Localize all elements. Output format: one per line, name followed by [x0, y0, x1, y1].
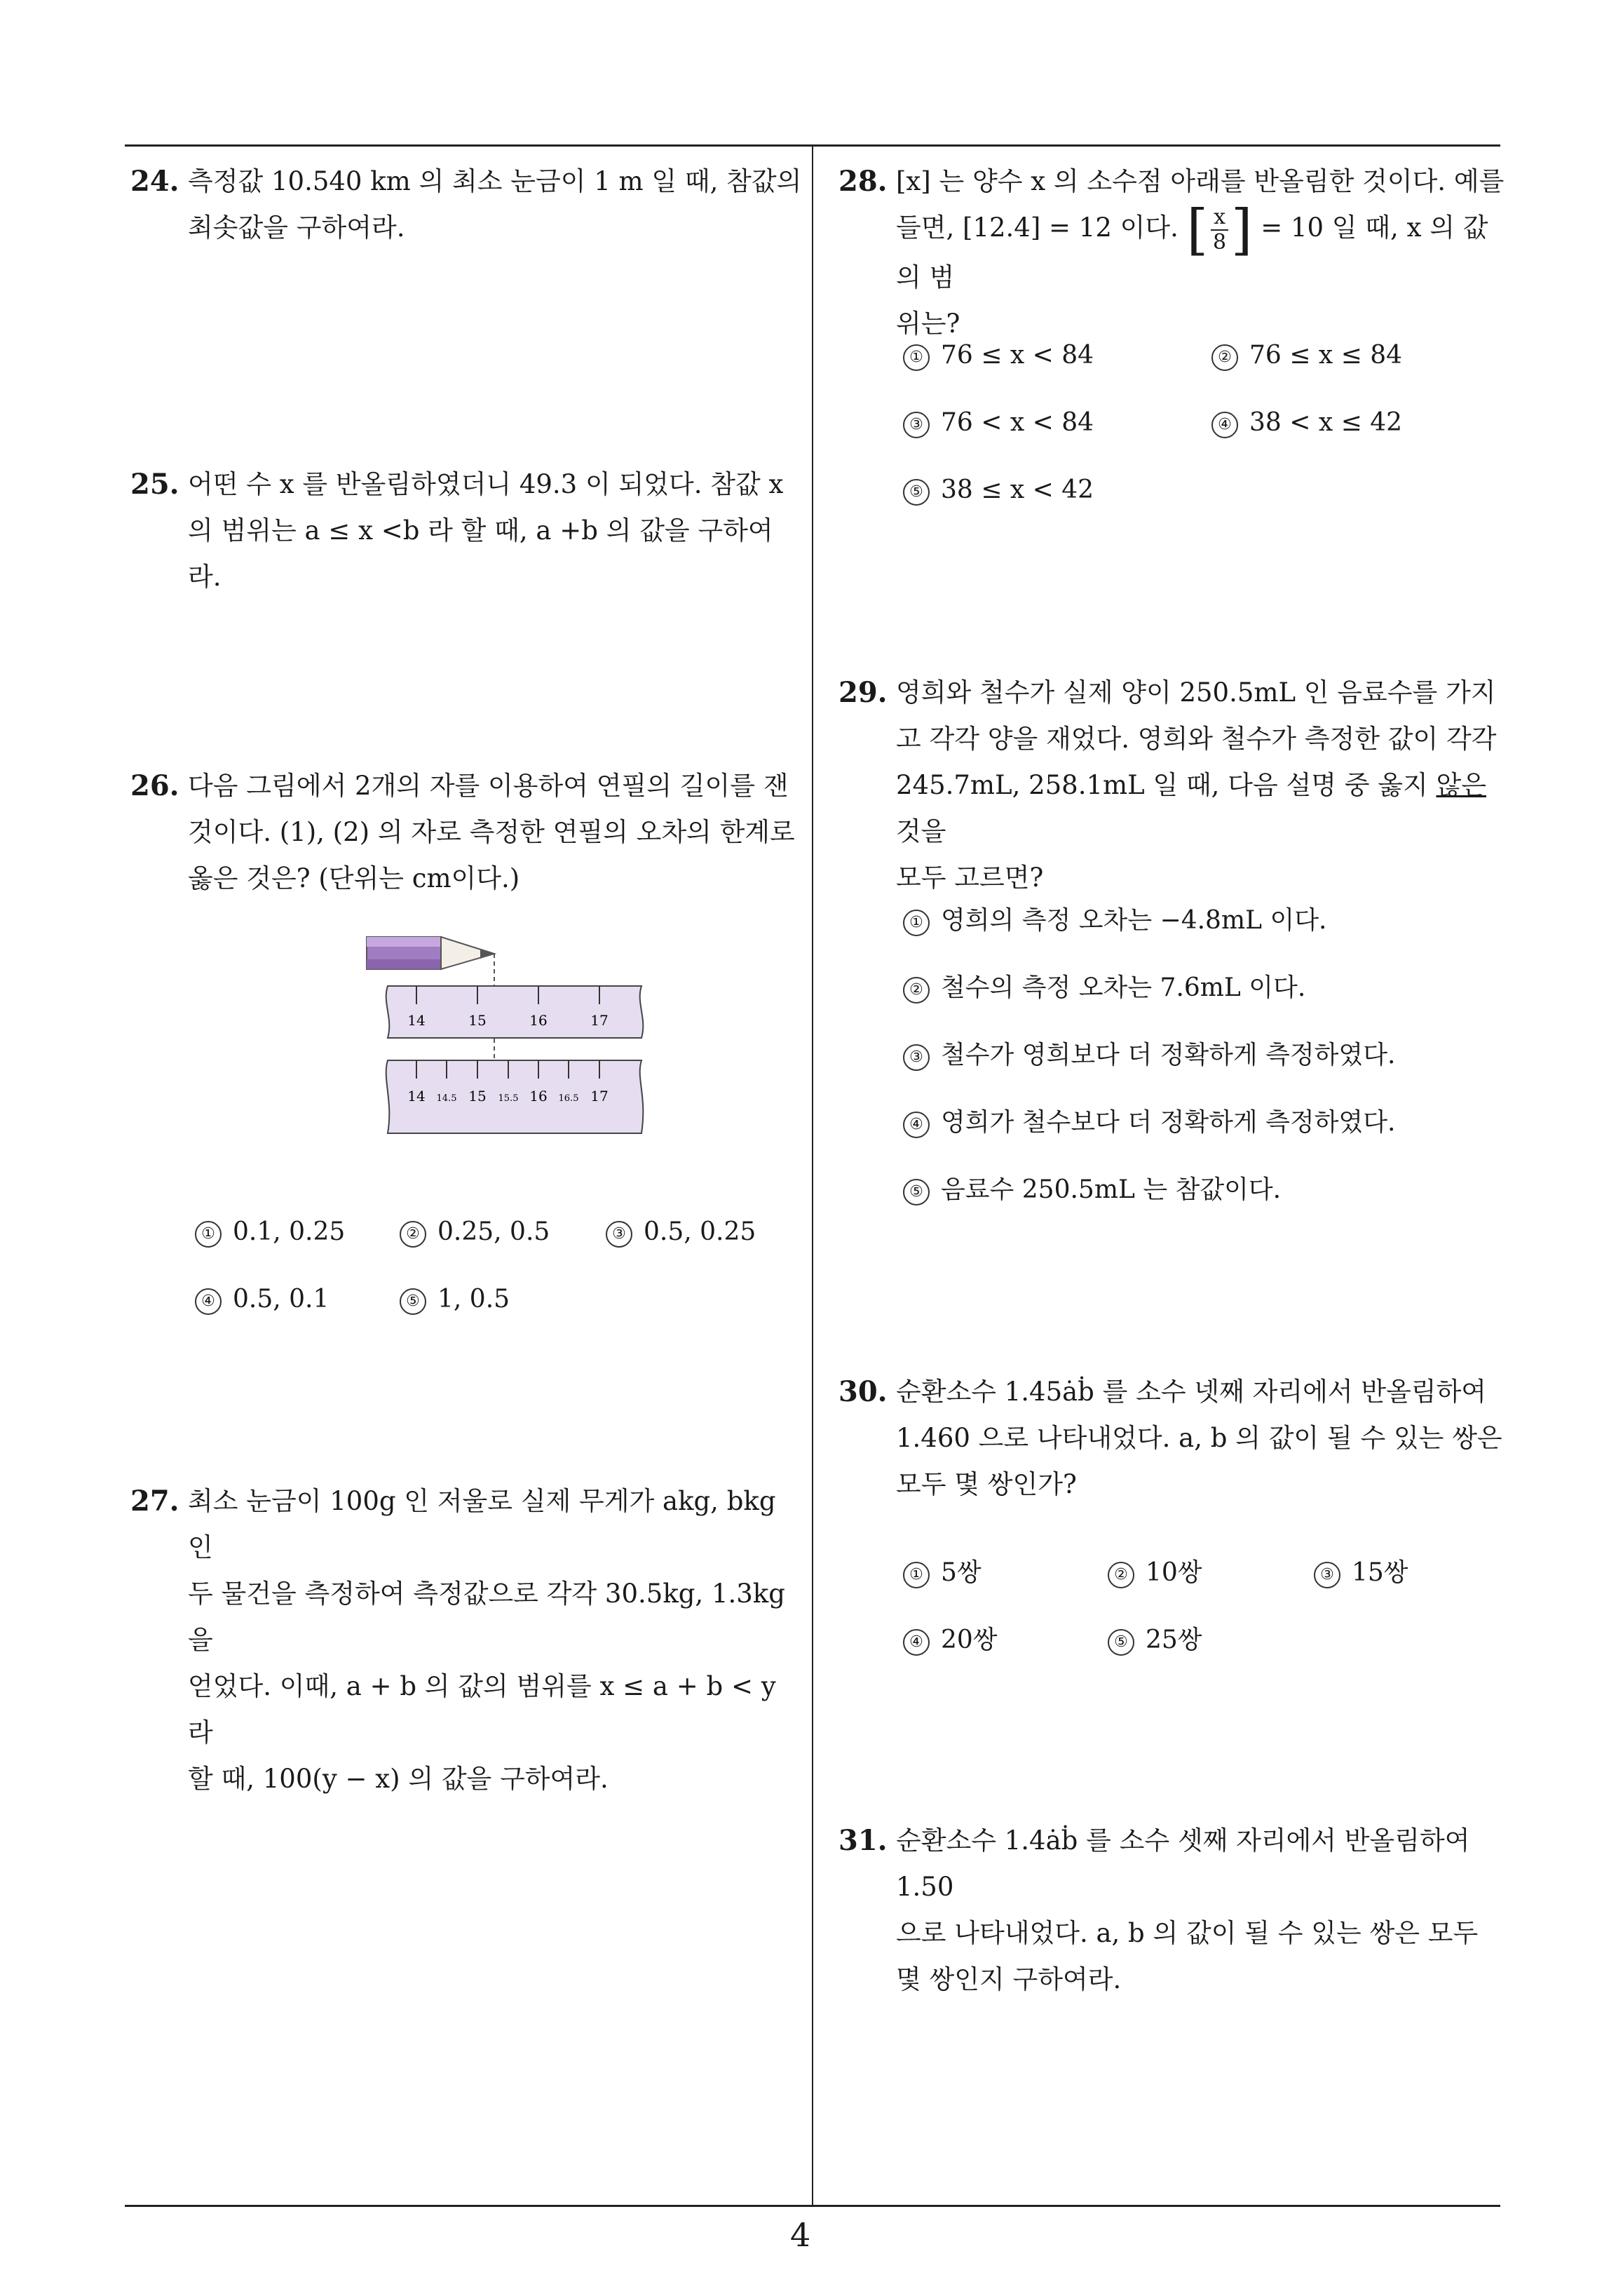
choice-text: 76 < x < 84 — [941, 408, 1094, 437]
choice-text: 5쌍 — [941, 1558, 982, 1587]
choice-mark: ③ — [903, 412, 930, 438]
choice-mark: ③ — [606, 1221, 632, 1248]
question-text-line: 고 각각 양을 재었다. 영희와 철수가 측정한 값이 각각 — [896, 724, 1497, 754]
question-25 — [130, 461, 803, 600]
question-text-line: 1.460 으로 나타내었다. a, b 의 값이 될 수 있는 쌍은 — [896, 1423, 1502, 1453]
choice-2[interactable] — [903, 968, 1305, 1004]
choice-text: 영희의 측정 오차는 −4.8mL 이다. — [941, 906, 1327, 935]
choice-4[interactable] — [1211, 408, 1402, 438]
question-26 — [130, 763, 803, 902]
choice-4[interactable] — [903, 1620, 998, 1656]
question-text-line: 어떤 수 x 를 반올림하였더니 49.3 이 되었다. 참값 x — [188, 469, 784, 499]
question-text-line: 측정값 10.540 km 의 최소 눈금이 1 m 일 때, 참값의 — [188, 166, 802, 196]
ruler-label: 14 — [407, 1088, 426, 1105]
question-30 — [838, 1369, 1512, 1508]
question-text-line: 으로 나타내었다. a, b 의 값이 될 수 있는 쌍은 모두 — [896, 1918, 1479, 1948]
choice-mark: ⑤ — [1108, 1629, 1134, 1656]
question-text-line: 두 물건을 측정하여 측정값으로 각각 30.5kg, 1.3kg 을 — [188, 1579, 785, 1655]
fraction-numerator: x — [1211, 205, 1228, 231]
question-text-line: 최소 눈금이 100g 인 저울로 실제 무게가 akg, bkg 인 — [188, 1486, 776, 1562]
question-24 — [130, 158, 803, 251]
choice-5[interactable] — [903, 475, 1094, 506]
question-number: 26. — [130, 769, 179, 802]
choice-text: 10쌍 — [1146, 1558, 1202, 1587]
ruler-label: 15 — [468, 1088, 487, 1105]
choice-5[interactable] — [400, 1285, 510, 1315]
column-divider — [812, 144, 813, 2206]
question-number: 27. — [130, 1485, 179, 1518]
choice-mark: ③ — [1314, 1562, 1340, 1588]
question-number: 30. — [838, 1375, 888, 1408]
question-29 — [838, 670, 1512, 901]
question-text-line: 순환소수 1.4ȧḃ 를 소수 셋째 자리에서 반올림하여 1.50 — [896, 1825, 1470, 1902]
question-text-line: 위는? — [896, 308, 960, 339]
question-text: 245.7mL, 258.1mL 일 때, 다음 설명 중 옳지 — [896, 770, 1437, 800]
question-text-line: 영희와 철수가 실제 양이 250.5mL 인 음료수를 가지 — [896, 677, 1496, 708]
fraction-denominator: 8 — [1212, 229, 1227, 255]
choice-4[interactable] — [903, 1102, 1395, 1138]
ruler-label: 14 — [407, 1012, 426, 1029]
choice-mark: ④ — [1211, 412, 1238, 438]
choice-3[interactable] — [903, 1035, 1395, 1071]
question-number: 28. — [838, 165, 888, 198]
question-text-line: 할 때, 100(y − x) 의 값을 구하여라. — [188, 1764, 609, 1794]
question-text-line: 의 범위는 a ≤ x <b 라 할 때, a +b 의 값을 구하여라. — [188, 515, 773, 592]
choice-mark: ② — [400, 1221, 426, 1248]
choice-mark: ① — [903, 1562, 930, 1588]
question-text-line: 다음 그림에서 2개의 자를 이용하여 연필의 길이를 잰 — [188, 771, 789, 801]
question-number: 25. — [130, 468, 179, 501]
choice-mark: ⑤ — [903, 479, 930, 506]
choice-1[interactable] — [903, 1553, 982, 1588]
choice-text: 음료수 250.5mL 는 참값이다. — [941, 1175, 1282, 1204]
question-text-line: 최솟값을 구하여라. — [188, 212, 405, 243]
choice-text: 38 < x ≤ 42 — [1249, 408, 1403, 437]
choice-text: 38 ≤ x < 42 — [941, 475, 1094, 504]
choice-text: 철수의 측정 오차는 7.6mL 이다. — [941, 973, 1306, 1002]
choice-1[interactable] — [903, 341, 1094, 371]
choice-text: 0.1, 0.25 — [233, 1217, 346, 1246]
ruler-2 — [386, 1060, 644, 1133]
question-28 — [838, 158, 1512, 347]
question-text-line: 것이다. (1), (2) 의 자로 측정한 연필의 오차의 한계로 — [188, 817, 795, 847]
choice-mark: ① — [903, 344, 930, 371]
question-text: = 10 일 때, x 의 값의 범 — [896, 212, 1488, 292]
choice-1[interactable] — [903, 900, 1326, 936]
question-text-line-with-fraction — [838, 198, 1512, 301]
question-text: 것을 — [896, 816, 946, 846]
emphasis-underline: 않은 — [1436, 770, 1486, 800]
choice-5[interactable] — [1108, 1620, 1202, 1656]
choice-text: 영희가 철수보다 더 정확하게 측정하였다. — [941, 1108, 1396, 1137]
choice-mark: ⑤ — [903, 1179, 930, 1206]
question-text: 들면, [12.4] = 12 이다. — [896, 212, 1179, 243]
choice-mark: ② — [1108, 1562, 1134, 1588]
choice-mark: ① — [903, 910, 930, 936]
choice-2[interactable] — [400, 1217, 550, 1248]
choice-mark: ① — [195, 1221, 222, 1248]
question-text-line: 얻었다. 이때, a + b 의 값의 범위를 x ≤ a + b < y 라 — [188, 1671, 776, 1748]
choice-text: 25쌍 — [1146, 1626, 1202, 1654]
choice-text: 76 ≤ x ≤ 84 — [1249, 341, 1403, 370]
question-text-line — [838, 762, 1512, 855]
choice-mark: ② — [1211, 344, 1238, 371]
ruler-label: 16 — [529, 1012, 548, 1029]
question-text-line: 순환소수 1.45ȧḃ 를 소수 넷째 자리에서 반올림하여 — [896, 1377, 1487, 1407]
question-text-line: 모두 고르면? — [896, 863, 1044, 893]
ruler-label: 17 — [590, 1012, 609, 1029]
choice-text: 0.5, 0.25 — [644, 1217, 756, 1246]
choice-mark: ③ — [903, 1044, 930, 1071]
ruler-label: 16.5 — [558, 1093, 579, 1104]
choice-mark: ② — [903, 977, 930, 1004]
bottom-rule — [125, 2205, 1500, 2207]
choice-text: 76 ≤ x < 84 — [941, 341, 1094, 370]
choice-3[interactable] — [1314, 1553, 1408, 1588]
ruler-label: 14.5 — [436, 1093, 457, 1104]
choice-1[interactable] — [195, 1217, 345, 1248]
choice-2[interactable] — [1108, 1553, 1202, 1588]
page-number: 4 — [790, 2216, 811, 2254]
choice-text: 15쌍 — [1352, 1558, 1408, 1587]
ruler-label: 16 — [529, 1088, 548, 1105]
choice-text: 0.5, 0.1 — [233, 1285, 330, 1314]
choice-2[interactable] — [1211, 341, 1402, 371]
question-27 — [130, 1478, 803, 1802]
choice-text: 20쌍 — [941, 1626, 998, 1654]
choice-mark: ④ — [903, 1629, 930, 1656]
ruler-label: 15 — [468, 1012, 487, 1029]
choice-mark: ④ — [195, 1288, 222, 1315]
question-31 — [838, 1818, 1512, 2003]
choice-text: 1, 0.5 — [437, 1285, 510, 1314]
bracket-left: [ — [1186, 198, 1209, 262]
question-text-line: 모두 몇 쌍인가? — [896, 1469, 1077, 1499]
pencil-ruler-figure — [361, 926, 648, 1136]
question-number: 24. — [130, 165, 179, 198]
choice-text: 철수가 영희보다 더 정확하게 측정하였다. — [941, 1041, 1396, 1069]
question-text-line: 옳은 것은? (단위는 cm이다.) — [188, 863, 520, 893]
question-number: 29. — [838, 676, 888, 709]
question-text-line: 몇 쌍인지 구하여라. — [896, 1964, 1122, 1994]
choice-4[interactable] — [195, 1285, 329, 1315]
choice-5[interactable] — [903, 1170, 1281, 1206]
ruler-1 — [386, 986, 644, 1038]
ruler-label: 15.5 — [498, 1093, 519, 1104]
question-number: 31. — [838, 1824, 888, 1857]
fraction — [1211, 205, 1228, 255]
choice-text: 0.25, 0.5 — [437, 1217, 550, 1246]
pencil-icon — [367, 937, 494, 969]
choice-mark: ⑤ — [400, 1288, 426, 1315]
choice-mark: ④ — [903, 1112, 930, 1138]
choice-3[interactable] — [903, 408, 1094, 438]
choice-3[interactable] — [606, 1217, 756, 1248]
ruler-label: 17 — [590, 1088, 609, 1105]
question-text-line: [x] 는 양수 x 의 소수점 아래를 반올림한 것이다. 예를 — [896, 166, 1505, 196]
bracket-right: ] — [1231, 198, 1253, 262]
